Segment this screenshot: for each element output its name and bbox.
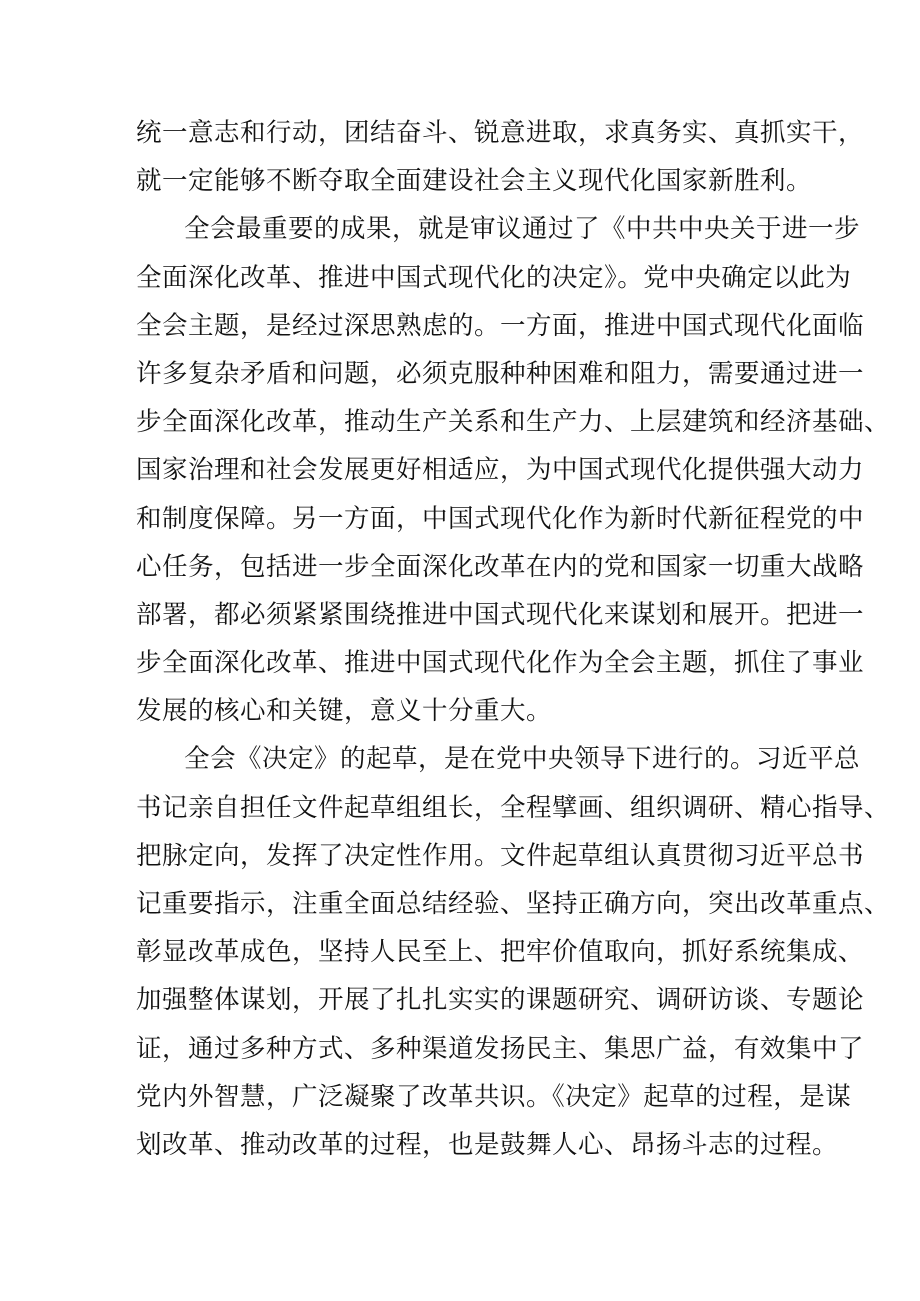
text-line: 全会主题，是经过深思熟虑的。一方面，推进中国式现代化面临 [136, 310, 865, 341]
text-line: 步全面深化改革、推进中国式现代化作为全会主题，抓住了事业 [136, 648, 865, 679]
text-line: 记重要指示，注重全面总结经验、坚持正确方向，突出改革重点、 [136, 889, 891, 919]
text-line: 国家治理和社会发展更好相适应，为中国式现代化提供强大动力 [136, 455, 865, 486]
text-line: 统一意志和行动，团结奋斗、锐意进取，求真务实、真抓实干， [136, 118, 865, 148]
text-line: 发展的核心和关键，意义十分重大。 [136, 696, 553, 727]
text-line: 和制度保障。另一方面，中国式现代化作为新时代新征程党的中 [136, 503, 865, 534]
text-line: 证，通过多种方式、多种渠道发扬民主、集思广益，有效集中了 [136, 1033, 865, 1064]
text-line: 许多复杂矛盾和问题，必须克服种种困难和阻力，需要通过进一 [136, 358, 865, 389]
paragraph-2 [136, 205, 891, 735]
document-body [136, 109, 891, 1169]
text-line: 划改革、推动改革的过程，也是鼓舞人心、昂扬斗志的过程。 [136, 1129, 839, 1160]
text-line: 全会最重要的成果，就是审议通过了《中共中央关于进一步 [184, 214, 861, 245]
text-line: 部署，都必须紧紧围绕推进中国式现代化来谋划和展开。把进一 [136, 599, 865, 630]
paragraph-1 [136, 109, 865, 205]
text-line: 彰显改革成色，坚持人民至上、把牢价值取向，抓好系统集成、 [136, 937, 865, 968]
text-line: 心任务，包括进一步全面深化改革在内的党和国家一切重大战略 [136, 551, 865, 582]
text-line: 书记亲自担任文件起草组组长，全程擘画、组织调研、精心指导、 [136, 792, 891, 823]
text-line: 步全面深化改革，推动生产关系和生产力、上层建筑和经济基础、 [136, 407, 891, 438]
text-line: 全会《决定》的起草，是在党中央领导下进行的。习近平总 [184, 744, 861, 775]
text-line: 把脉定向，发挥了决定性作用。文件起草组认真贯彻习近平总书 [136, 840, 865, 871]
text-line: 加强整体谋划，开展了扎扎实实的课题研究、调研访谈、专题论 [136, 985, 865, 1016]
paragraph-3 [136, 735, 891, 1169]
text-line: 全面深化改革、推进中国式现代化的决定》。党中央确定以此为 [136, 262, 852, 293]
text-line: 就一定能够不断夺取全面建设社会主义现代化国家新胜利。 [136, 166, 813, 197]
text-line: 党内外智慧，广泛凝聚了改革共识。《决定》起草的过程，是谋 [136, 1081, 852, 1112]
